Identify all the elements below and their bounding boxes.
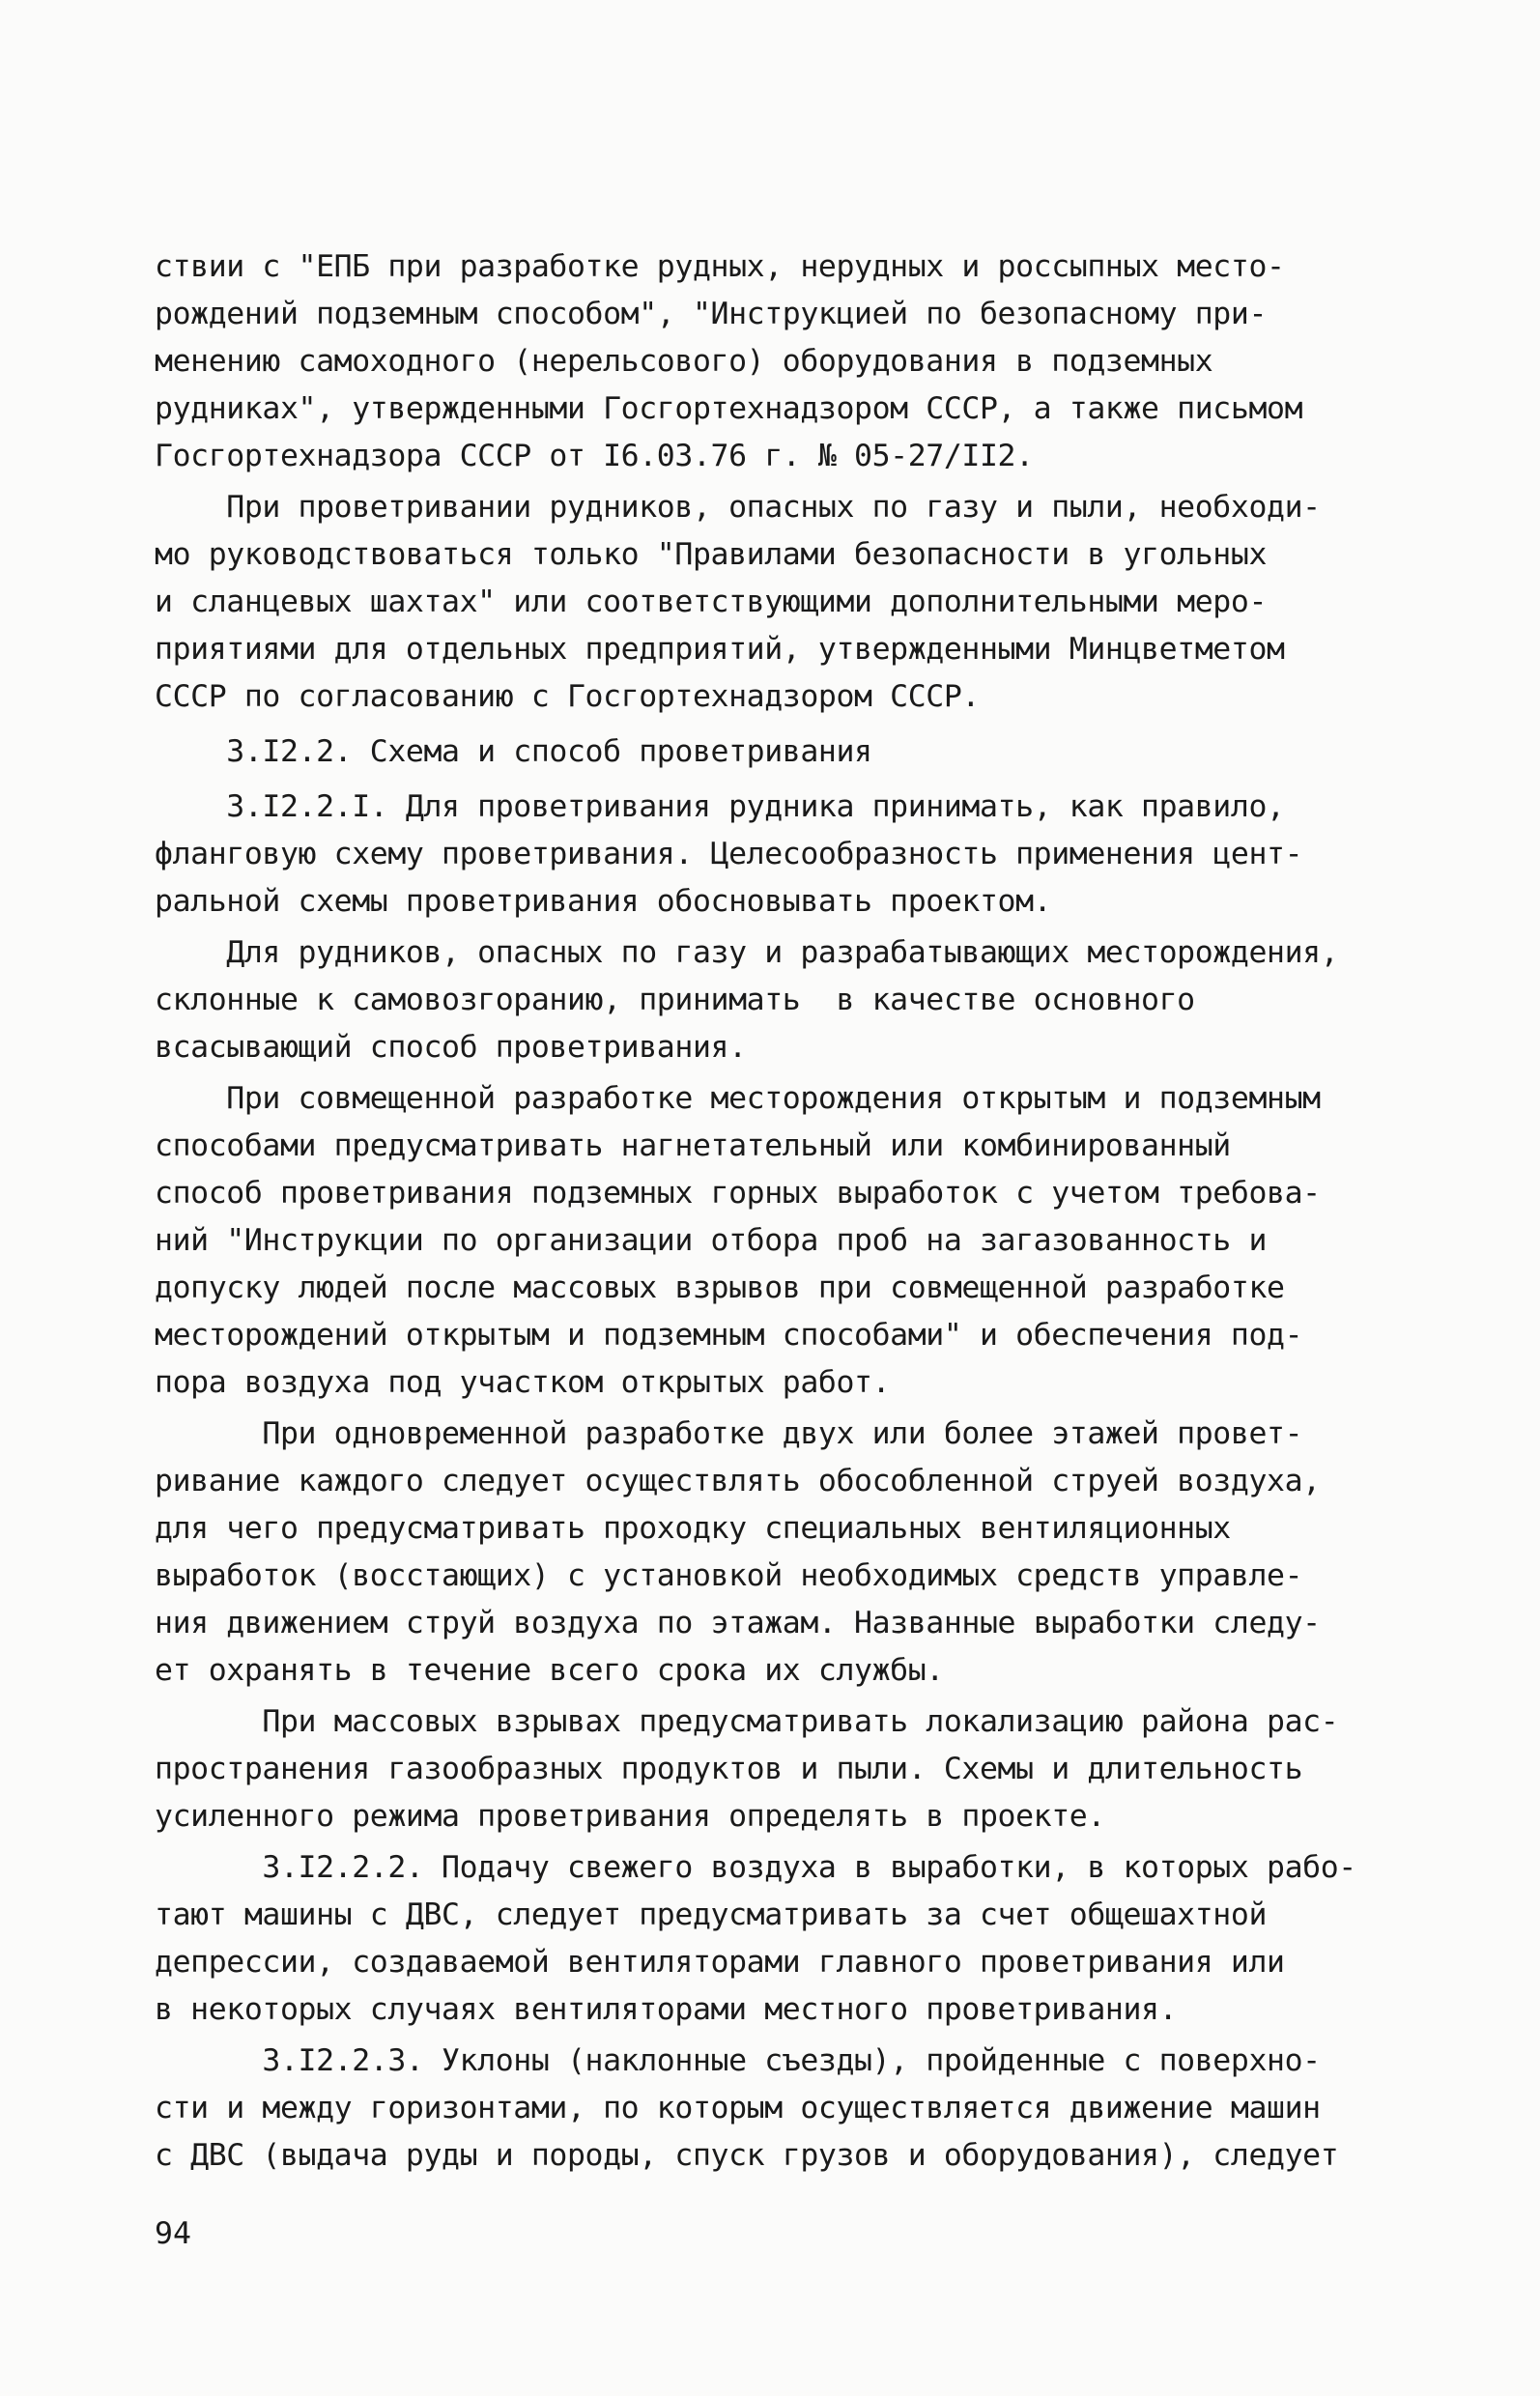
text-line: способ проветривания подземных горных выработок с учетом требова-: [155, 1176, 1321, 1211]
text-line: для чего предусматривать проходку специальных вентиляционных: [155, 1511, 1231, 1546]
paragraph-intro: [155, 243, 1441, 480]
text-line: ний "Инструкции по организации отбора проб на загазованность и: [155, 1223, 1268, 1258]
text-line: усиленного режима проветривания определять в проекте.: [155, 1799, 1105, 1834]
text-line: 3.I2.2.I. Для проветривания рудника принимать, как правило,: [155, 789, 1285, 824]
text-line: рождений подземным способом", "Инструкцией по безопасному при-: [155, 297, 1268, 331]
text-line: с ДВС (выдача руды и породы, спуск грузов и оборудования), следует: [155, 2138, 1339, 2173]
text-line: ет охранять в течение всего срока их службы.: [155, 1653, 944, 1688]
text-line: месторождений открытым и подземным способами" и обеспечения под-: [155, 1318, 1303, 1353]
text-line: всасывающий способ проветривания.: [155, 1030, 747, 1065]
text-line: в некоторых случаях вентиляторами местного проветривания.: [155, 1992, 1178, 2027]
text-line: допуску людей после массовых взрывов при совмещенной разработке: [155, 1270, 1285, 1305]
paragraph-clause-3-12-2-3: [155, 2038, 1441, 2180]
text-line: При совмещенной разработке месторождения открытым и подземным: [155, 1081, 1321, 1116]
text-line: менению самоходного (нерельсового) оборудования в подземных: [155, 344, 1213, 379]
section-heading: [155, 728, 1441, 776]
text-line: и сланцевых шахтах" или соответствующими дополнительными меро-: [155, 585, 1268, 619]
text-line: способами предусматривать нагнетательный или комбинированный: [155, 1128, 1231, 1163]
text-line: приятиями для отдельных предприятий, утвержденными Минцветметом: [155, 632, 1285, 667]
text-line: сти и между горизонтами, по которым осуществляется движение машин: [155, 2091, 1321, 2125]
paragraph-gas-dust-mines: [155, 484, 1441, 721]
text-line: При одновременной разработке двух или более этажей провет-: [155, 1416, 1303, 1451]
text-line: ривание каждого следует осуществлять обособленной струей воздуха,: [155, 1464, 1321, 1498]
text-line: фланговую схему проветривания. Целесообразность применения цент-: [155, 837, 1303, 871]
paragraph-multiple-levels: [155, 1411, 1441, 1695]
text-line: пространения газообразных продуктов и пыли. Схемы и длительность: [155, 1752, 1303, 1786]
paragraph-gas-hazard: [155, 929, 1441, 1071]
body-text: [155, 243, 1441, 2180]
text-line: мо руководствоваться только "Правилами безопасности в угольных: [155, 537, 1268, 572]
paragraph-clause-3-12-2-2: [155, 1844, 1441, 2034]
text-line: ствии с "ЕПБ при разработке рудных, нерудных и россыпных место-: [155, 249, 1285, 284]
text-line: пора воздуха под участком открытых работ.: [155, 1365, 891, 1400]
paragraph-combined-mining: [155, 1075, 1441, 1407]
text-line: ния движением струй воздуха по этажам. Названные выработки следу-: [155, 1606, 1321, 1640]
text-line: При массовых взрывах предусматривать локализацию района рас-: [155, 1704, 1339, 1739]
text-line: 3.I2.2.3. Уклоны (наклонные съезды), пройденные с поверхно-: [155, 2043, 1321, 2078]
text-line: 3.I2.2.2. Подачу свежего воздуха в выработки, в которых рабо-: [155, 1850, 1356, 1885]
text-line: СССР по согласованию с Госгортехнадзором СССР.: [155, 679, 980, 714]
text-line: Госгортехнадзора СССР от I6.03.76 г. № 05-27/II2.: [155, 439, 1034, 473]
text-line: тают машины с ДВС, следует предусматривать за счет общешахтной: [155, 1897, 1268, 1932]
text-line: депрессии, создаваемой вентиляторами главного проветривания или: [155, 1945, 1285, 1980]
text-line: При проветривании рудников, опасных по газу и пыли, необходи-: [155, 490, 1321, 525]
text-line: выработок (восстающих) с установкой необходимых средств управле-: [155, 1558, 1303, 1593]
paragraph-mass-blasts: [155, 1698, 1441, 1840]
text-line: склонные к самовозгоранию, принимать в качестве основного: [155, 983, 1195, 1017]
text-line: Для рудников, опасных по газу и разрабатывающих месторождения,: [155, 935, 1339, 970]
paragraph-clause-3-12-2-1: [155, 784, 1441, 926]
page-number: 94: [155, 2216, 191, 2251]
section-heading-text: 3.I2.2. Схема и способ проветривания: [155, 734, 872, 769]
text-line: ральной схемы проветривания обосновывать проектом.: [155, 884, 1052, 919]
text-line: рудниках", утвержденными Госгортехнадзором СССР, а также письмом: [155, 391, 1303, 426]
